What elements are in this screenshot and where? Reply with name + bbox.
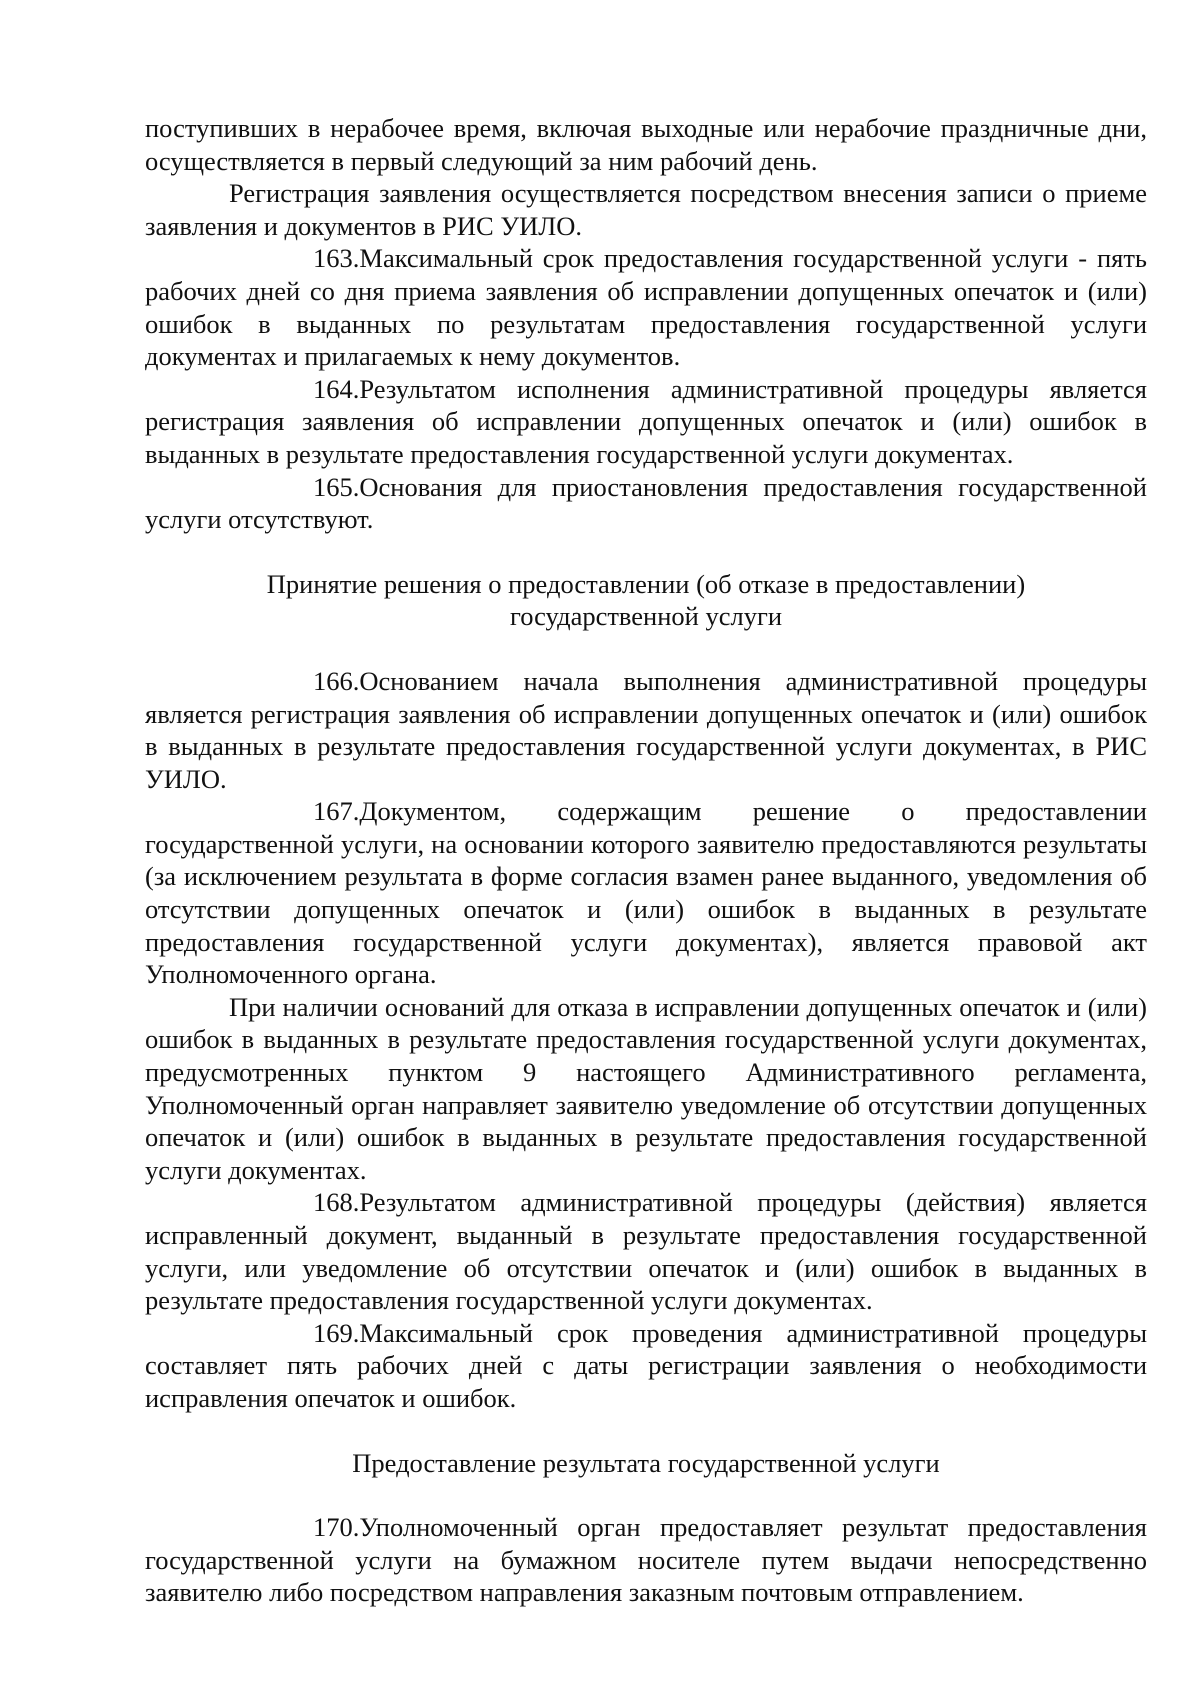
paragraph-number: 168. (313, 1187, 360, 1218)
paragraph-169 (145, 1317, 1147, 1415)
paragraph-165 (145, 471, 1147, 536)
paragraph-text: Основанием начала выполнения административной процедуры является регистрация заявления об исправлении допущенных опечаток и (или) ошибок в выданных в результате предоставления государственной услуги документах, в РИС УИЛО. (145, 665, 1147, 794)
paragraph-number: 166. (313, 665, 360, 696)
paragraph-text: Уполномоченный орган предоставляет результат предоставления государственной услуги на бумажном носителе путем выдачи непосредственно заявителю либо посредством направления заказным почтовым отправлением. (145, 1512, 1147, 1608)
section-heading-decision (145, 568, 1147, 633)
paragraph-text: Основания для приостановления предоставления государственной услуги отсутствуют. (145, 471, 1147, 535)
section-heading-result: Предоставление результата государственной услуги (352, 1447, 940, 1478)
paragraph-registration: Регистрация заявления осуществляется посредством внесения записи о приеме заявления и документов в РИС УИЛО. (145, 178, 1147, 241)
section-heading-line: Принятие решения о предоставлении (об отказе в предоставлении) (266, 568, 1026, 599)
paragraph-164 (145, 373, 1147, 471)
paragraph-text: Результатом исполнения административной процедуры является регистрация заявления об исправлении допущенных опечаток и (или) ошибок в выданных в результате предоставления государственной услуги документах. (145, 373, 1147, 469)
paragraph-number: 163. (313, 243, 360, 274)
paragraph-170 (145, 1511, 1147, 1609)
paragraph-167 (145, 795, 1147, 991)
paragraph-text: Документом, содержащим решение о предоставлении государственной услуги, на основании которого заявителю предоставляются результаты (за исключением результата в форме согласия взамен ранее выданного, уведомления об отсутствии допущенных опечаток и (или) ошибок в выданных в результате предоставления государственной услуги документах), является правовой акт Уполномоченного органа. (145, 796, 1147, 990)
paragraph-text: Максимальный срок проведения административной процедуры составляет пять рабочих дней с даты регистрации заявления о необходимости исправления опечаток и ошибок. (145, 1317, 1147, 1413)
paragraph-168 (145, 1186, 1147, 1316)
paragraph-text: Результатом административной процедуры (действия) является исправленный документ, выданный в результате предоставления государственной услуги, или уведомление об отсутствии опечаток и (или) ошибок в выданных в результате предоставления государственной услуги документах. (145, 1187, 1147, 1316)
paragraph-number: 169. (313, 1317, 360, 1348)
paragraph-continuation: поступивших в нерабочее время, включая выходные или нерабочие праздничные дни, осуществляется в первый следующий за ним рабочий день. (145, 113, 1147, 176)
paragraph-number: 167. (313, 796, 360, 827)
paragraph-number: 165. (313, 471, 360, 502)
paragraph-number: 170. (313, 1512, 360, 1543)
paragraph-166 (145, 665, 1147, 795)
paragraph-number: 164. (313, 373, 360, 404)
paragraph-text: Максимальный срок предоставления государственной услуги - пять рабочих дней со дня приема заявления об исправлении допущенных опечаток и (или) ошибок в выданных по результатам предоставления государственной услуги документах и прилагаемых к нему документов. (145, 243, 1147, 372)
paragraph-refusal: При наличии оснований для отказа в исправлении допущенных опечаток и (или) ошибок в выданных в результате предоставления государственной услуги документах, предусмотренных пунктом 9 настоящего Административного регламента, Уполномоченный орган направляет заявителю уведомление об отсутствии допущенных опечаток и (или) ошибок в выданных в результате предоставления государственной услуги документах. (145, 991, 1147, 1185)
document-body (145, 112, 1147, 1609)
paragraph-163 (145, 242, 1147, 372)
section-heading-line: государственной услуги (509, 601, 783, 632)
